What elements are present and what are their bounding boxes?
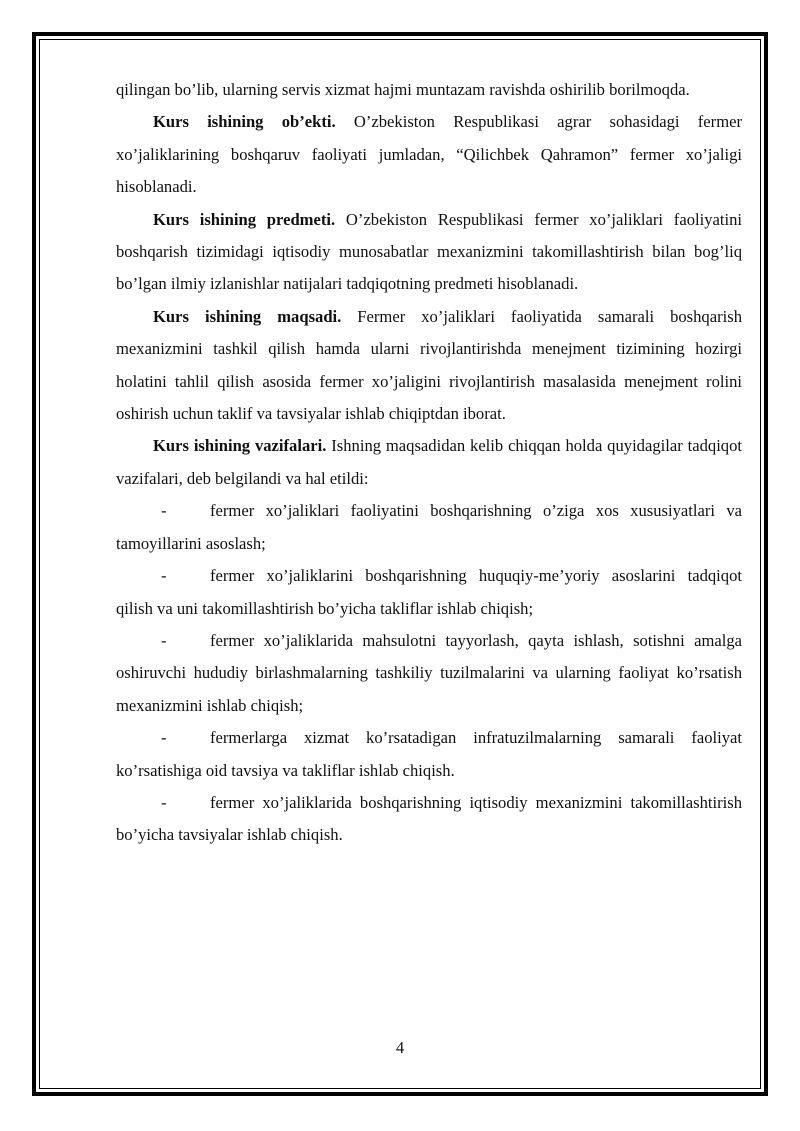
paragraph-heading: Kurs ishining vazifalari. bbox=[153, 436, 327, 456]
paragraph-text: qilingan bo’lib, ularning servis xizmat hajmi muntazam ravishda oshirilib borilmoqda. bbox=[116, 80, 690, 99]
bullet-item bbox=[116, 560, 742, 625]
bullet-marker: - bbox=[161, 501, 167, 521]
document-body bbox=[116, 74, 742, 852]
paragraph-heading: Kurs ishining predmeti. bbox=[153, 209, 336, 229]
bullet-item bbox=[116, 787, 742, 852]
paragraph-text: Fermer xo’jaliklari faoliyatida samarali boshqarish mexanizmini tashkil qilish hamda ularni rivojlantirishda menejment tizimining hozirgi holatini tahlil qilish asosida fermer xo’jaligini rivojlantirish masalasida menejment rolini oshirish uchun taklif va tavsiyalar ishlab chiqiptdan iborat. bbox=[116, 306, 742, 424]
bullet-marker: - bbox=[161, 728, 167, 748]
paragraph-subject bbox=[116, 204, 742, 301]
paragraph-continuation bbox=[116, 74, 742, 106]
bullet-item bbox=[116, 722, 742, 787]
paragraph-object bbox=[116, 106, 742, 203]
bullet-text: fermer xo’jaliklari faoliyatini boshqarishning o’ziga xos xususiyatlari va tamoyillarini asoslash; bbox=[116, 501, 742, 553]
bullet-text: fermer xo’jaliklarini boshqarishning huquqiy-me’yoriy asoslarini tadqiqot qilish va uni takomillashtirish bo’yicha takliflar ishlab chiqish; bbox=[116, 566, 742, 618]
paragraph-heading: Kurs ishining maqsadi. bbox=[153, 306, 342, 326]
bullet-item bbox=[116, 495, 742, 560]
bullet-text: fermer xo’jaliklarida boshqarishning iqtisodiy mexanizmini takomillashtirish bo’yicha tavsiyalar ishlab chiqish. bbox=[116, 792, 742, 845]
page-number: 4 bbox=[395, 1038, 405, 1057]
bullet-text: fermer xo’jaliklarida mahsulotni tayyorlash, qayta ishlash, sotishni amalga oshiruvchi hududiy birlashmalarning tashkiliy tuzilmalarini va ularning faoliyat ko’rsatish mexanizmini ishlab chiqish; bbox=[116, 630, 742, 715]
paragraph-goal bbox=[116, 301, 742, 431]
paragraph-text: O’zbekiston Respublikasi agrar sohasidagi fermer xo’jaliklarining boshqaruv faoliyati jumladan, “Qilichbek Qahramon” fermer xo’jaligi hisoblanadi. bbox=[116, 112, 742, 197]
bullet-marker: - bbox=[161, 630, 167, 650]
bullet-marker: - bbox=[161, 792, 167, 812]
bullet-item bbox=[116, 625, 742, 722]
bullet-marker: - bbox=[161, 566, 167, 586]
paragraph-heading: Kurs ishining ob’ekti. bbox=[153, 112, 336, 132]
paragraph-tasks bbox=[116, 430, 742, 495]
paragraph-text: Ishning maqsadidan kelib chiqqan holda quyidagilar tadqiqot vazifalari, deb belgilandi va hal etildi: bbox=[116, 436, 743, 488]
bullet-text: fermerlarga xizmat ko’rsatadigan infratuzilmalarning samarali faoliyat ko’rsatishiga oid tavsiya va takliflar ishlab chiqish. bbox=[116, 728, 742, 780]
paragraph-text: O’zbekiston Respublikasi fermer xo’jaliklari faoliyatini boshqarish tizimidagi iqtisodiy munosabatlar mexanizmini takomillashtirish bilan bog’liq bo’lgan ilmiy izlanishlar natijalari tadqiqotning predmeti hisoblanadi. bbox=[116, 209, 743, 294]
